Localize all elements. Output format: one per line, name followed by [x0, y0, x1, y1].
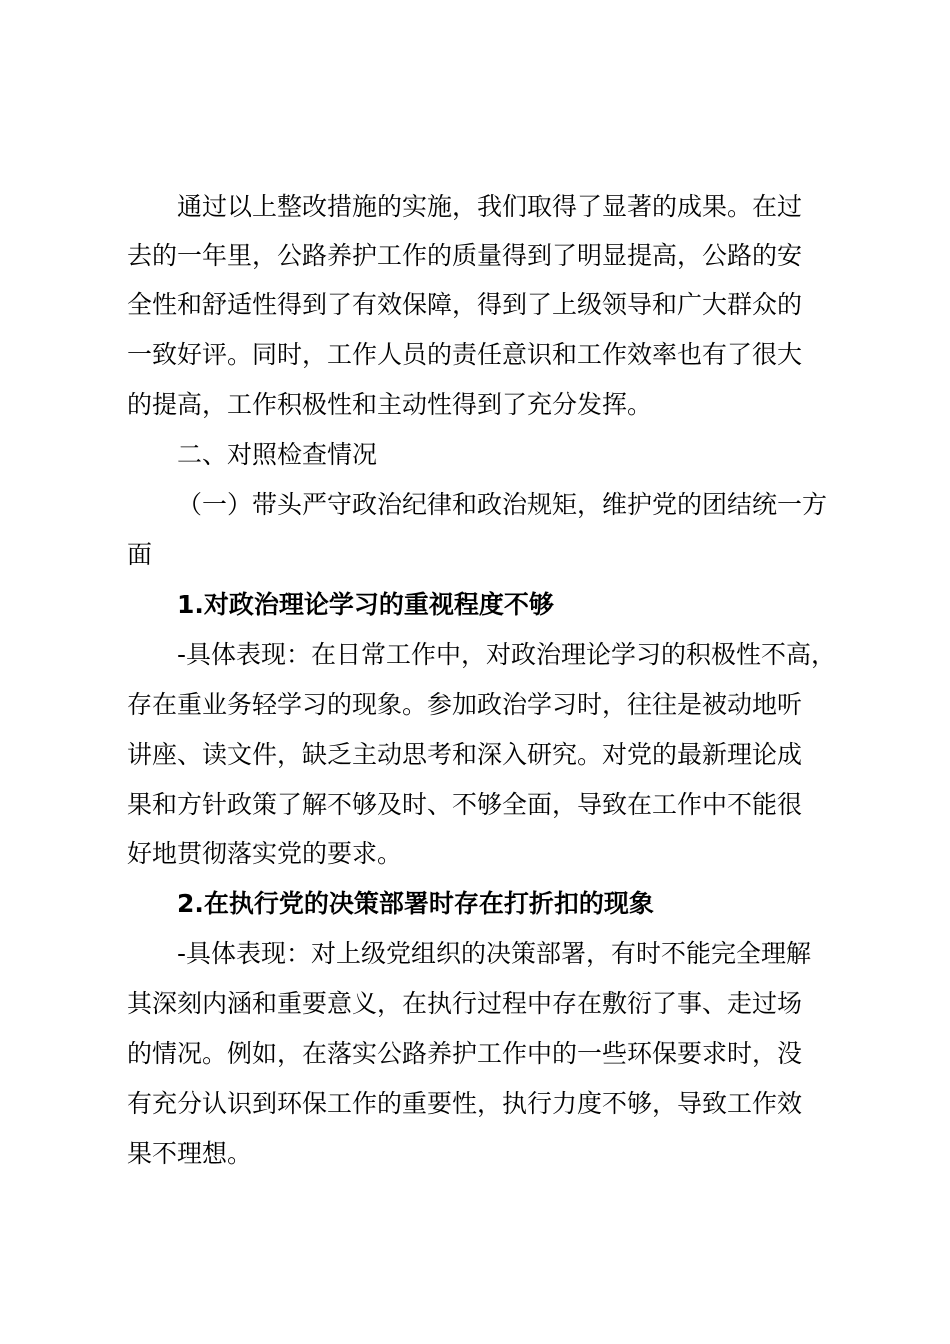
subsection-heading-line-2: 面 — [127, 540, 153, 569]
subsection-heading-line-1: （一）带头严守政治纪律和政治规矩，维护党的团结统一方 — [177, 490, 828, 519]
paragraph-results-line-3: 全性和舒适性得到了有效保障，得到了上级领导和广大群众的 — [127, 290, 803, 319]
item-2-body-line-5: 果不理想。 — [127, 1139, 253, 1168]
item-1-body-line-1: -具体表现：在日常工作中，对政治理论学习的积极性不高， — [177, 640, 837, 669]
item-1-body-line-2: 存在重业务轻学习的现象。参加政治学习时，往往是被动地听 — [127, 690, 803, 719]
item-2-body-line-3: 的情况。例如，在落实公路养护工作中的一些环保要求时，没 — [127, 1039, 803, 1068]
section-heading: 二、对照检查情况 — [177, 440, 378, 469]
item-1-body-line-4: 果和方针政策了解不够及时、不够全面，导致在工作中不能很 — [127, 790, 803, 819]
item-1-heading: 1.对政治理论学习的重视程度不够 — [177, 590, 554, 619]
item-2-body-line-1: -具体表现：对上级党组织的决策部署，有时不能完全理解 — [177, 939, 812, 968]
item-1-body-line-3: 讲座、读文件，缺乏主动思考和深入研究。对党的最新理论成 — [127, 740, 803, 769]
item-1-body-line-5: 好地贯彻落实党的要求。 — [127, 839, 403, 868]
item-2-body-line-2: 其深刻内涵和重要意义，在执行过程中存在敷衍了事、走过场 — [127, 989, 803, 1018]
paragraph-results-line-1: 通过以上整改措施的实施，我们取得了显著的成果。在过 — [177, 192, 803, 221]
paragraph-results-line-4: 一致好评。同时，工作人员的责任意识和工作效率也有了很大 — [127, 340, 803, 369]
paragraph-results-line-2: 去的一年里，公路养护工作的质量得到了明显提高，公路的安 — [127, 241, 803, 270]
item-2-body-line-4: 有充分认识到环保工作的重要性，执行力度不够，导致工作效 — [127, 1089, 803, 1118]
paragraph-results-line-5: 的提高，工作积极性和主动性得到了充分发挥。 — [127, 390, 653, 419]
item-2-heading: 2.在执行党的决策部署时存在打折扣的现象 — [177, 889, 654, 918]
